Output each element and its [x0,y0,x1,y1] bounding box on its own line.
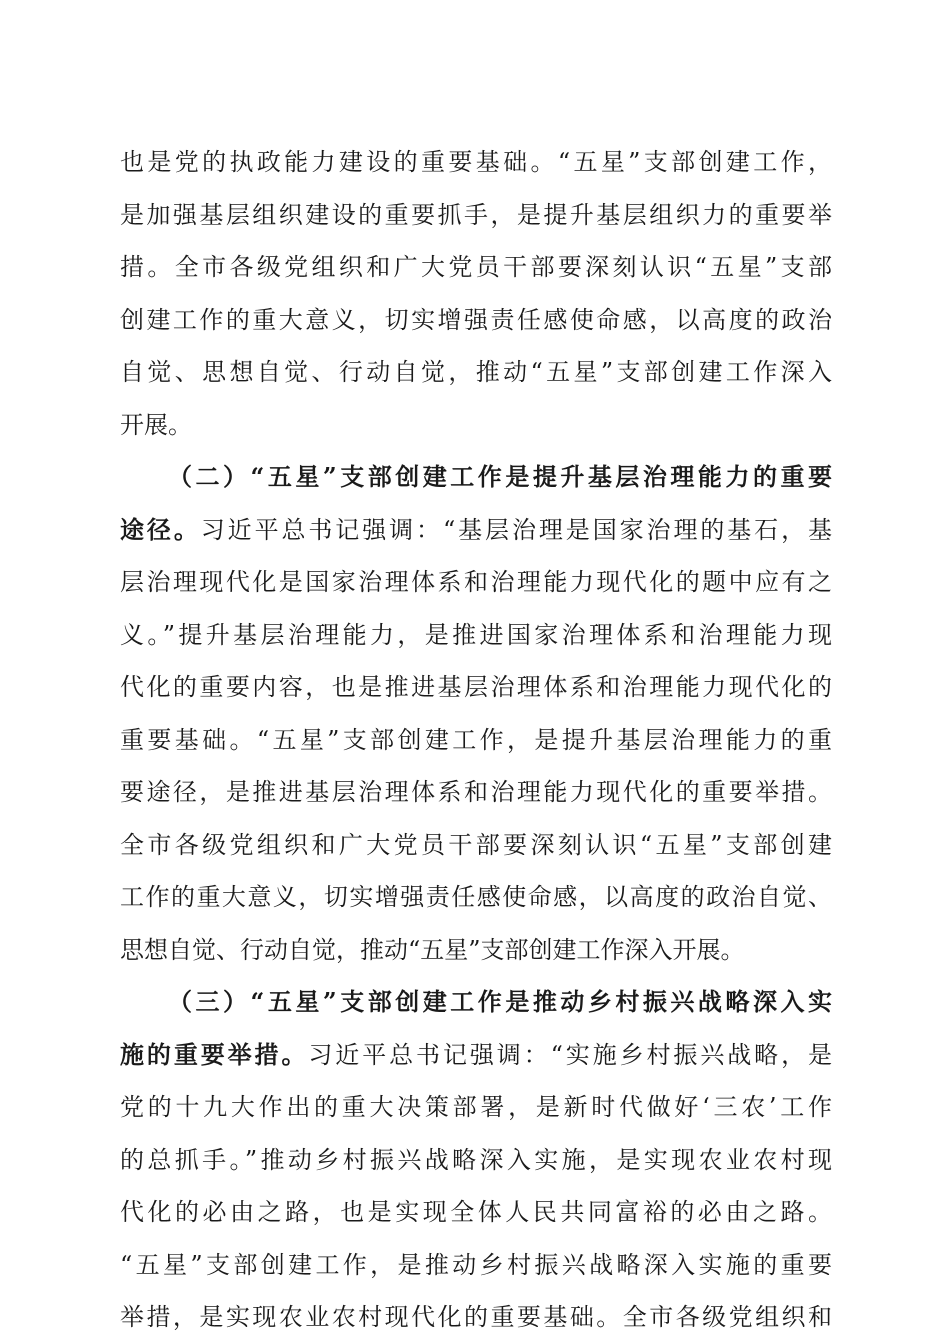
text-line: 义。”提升基层治理能力，是推进国家治理体系和治理能力现 [120,620,832,649]
text-line: 代化的必由之路，也是实现全体人民共同富裕的必由之路。 [120,1198,832,1226]
section-heading-2: （二）“五星”支部创建工作是提升基层治理能力的重要 [168,462,832,491]
text-line: 工作的重大意义，切实增强责任感使命感，以高度的政治自觉、 [120,883,832,911]
text-line: 是加强基层组织建设的重要抓手，是提升基层组织力的重要举 [120,200,832,229]
text-line: 也是党的执政能力建设的重要基础。“五星”支部创建工作， [120,148,832,176]
section-heading-3-end: 施的重要举措。 [120,1039,309,1069]
document-body [120,136,832,1344]
section-heading-2-end: 途径。 [120,514,201,544]
text-line [120,504,832,557]
text-line: “五星”支部创建工作，是推动乡村振兴战略深入实施的重要 [120,1250,832,1279]
section-heading-3: （三）“五星”支部创建工作是推动乡村振兴战略深入实 [168,987,832,1016]
text-line: 创建工作的重大意义，切实增强责任感使命感，以高度的政治 [120,305,832,334]
text-line [120,1029,832,1082]
text-line: 的总抓手。”推动乡村振兴战略深入实施，是实现农业农村现 [120,1145,832,1174]
text-line: 全市各级党组织和广大党员干部要深刻认识“五星”支部创建 [120,830,832,859]
text-line: 党的十九大作出的重大决策部署，是新时代做好‘三农’工作 [120,1093,832,1121]
text-run: 习近平总书记强调：“基层治理是国家治理的基石，基 [200,515,832,544]
text-line: 自觉、思想自觉、行动自觉，推动“五星”支部创建工作深入 [120,358,832,386]
text-line: 代化的重要内容，也是推进基层治理体系和治理能力现代化的 [120,673,832,701]
text-line: 层治理现代化是国家治理体系和治理能力现代化的题中应有之 [120,568,832,596]
text-line: 开展。 [120,410,192,439]
text-line: 思想自觉、行动自觉，推动“五星”支部创建工作深入开展。 [120,935,745,964]
text-run: 习近平总书记强调：“实施乡村振兴战略，是 [308,1040,832,1069]
text-line: 要途径，是推进基层治理体系和治理能力现代化的重要举措。 [120,778,832,806]
text-line: 重要基础。“五星”支部创建工作，是提升基层治理能力的重 [120,725,832,754]
text-line: 举措，是实现农业农村现代化的重要基础。全市各级党组织和 [120,1303,832,1331]
text-line: 措。全市各级党组织和广大党员干部要深刻认识“五星”支部 [120,253,832,281]
